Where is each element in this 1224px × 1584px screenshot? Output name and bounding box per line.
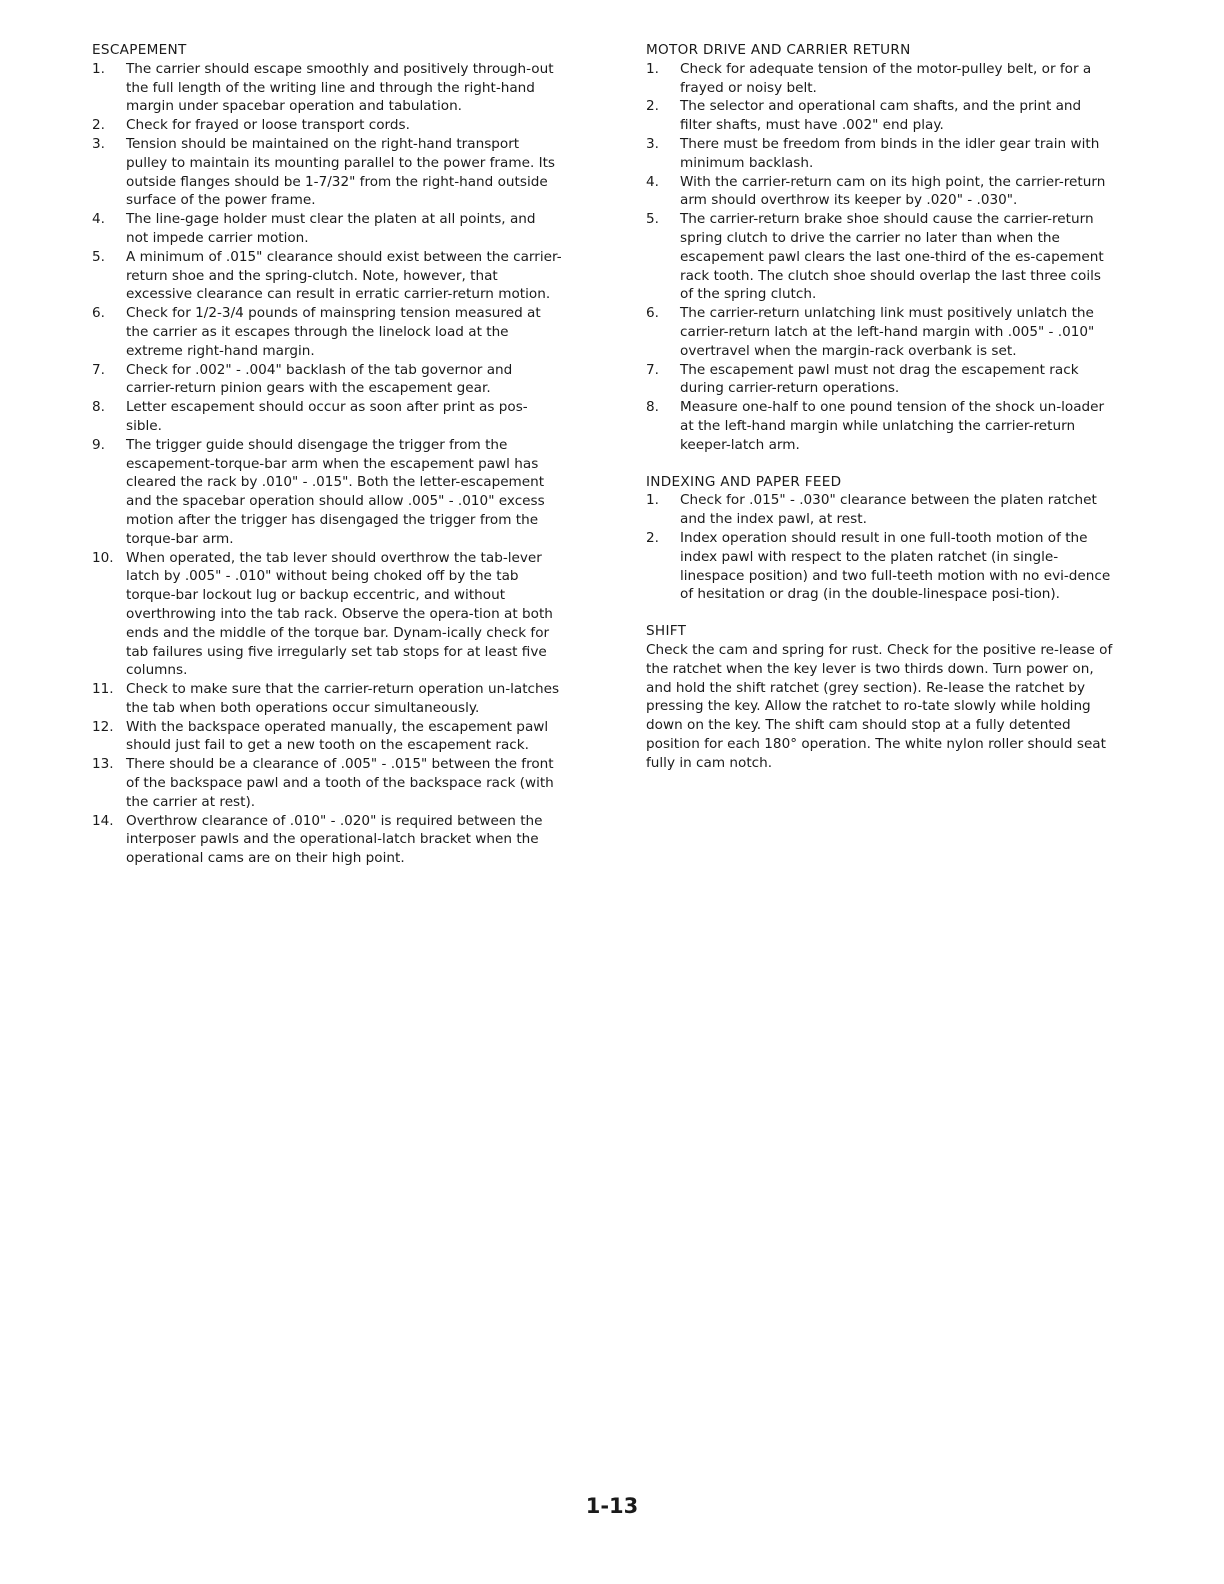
item-text: Tension should be maintained on the right-hand transport pulley to maintain its mounting parallel to the power frame. Its outside flanges should be 1-7/32" from the right-hand outside surface of the power frame. bbox=[126, 135, 556, 209]
list-item: 1. The carrier should escape smoothly and positively through-out the full length of the writing line and through the right-hand margin under spacebar operation and tabulation. bbox=[92, 60, 554, 115]
indexing-list bbox=[646, 491, 1116, 604]
item-text: Check to make sure that the carrier-return operation un-latches the tab when both operations occur simultaneously. bbox=[126, 681, 560, 716]
list-item: 3. Tension should be maintained on the right-hand transport pulley to maintain its mounting parallel to the power frame. Its outside flanges should be 1-7/32" from the right-hand outside surface of the power frame. bbox=[92, 135, 556, 209]
list-item: 2. Index operation should result in one full-tooth motion of the index pawl with respect to the platen ratchet (in single-linespace position) and two full-teeth motion with no evi-dence of hesitation or drag (in the double-linespace posi-tion). bbox=[646, 529, 1111, 603]
item-text: The carrier-return unlatching link must positively unlatch the carrier-return latch at the left-hand margin with .005" - .010" overtravel when the margin-rack overbank is set. bbox=[680, 305, 1095, 359]
list-item: 12. With the backspace operated manually, the escapement pawl should just fail to get a new tooth on the escapement rack. bbox=[92, 718, 549, 754]
list-item: 9. The trigger guide should disengage the trigger from the escapement-torque-bar arm when the escapement pawl has cleared the rack by .010" - .015". Both the letter-escapement and the spacebar operation should allow .005" - .010" excess motion after the trigger has disengaged the trigger from the torque-bar arm. bbox=[92, 436, 545, 547]
section-gap bbox=[646, 604, 1116, 622]
list-item: 13. There should be a clearance of .005" - .015" between the front of the backspace pawl and a tooth of the backspace rack (with the carrier at rest). bbox=[92, 756, 554, 810]
shift-paragraph: Check the cam and spring for rust. Check for the positive re-lease of the ratchet when the key lever is two thirds down. Turn power on, and hold the shift ratchet (grey section). Re-lease the ratchet by pressing the key. Allow the ratchet to ro-tate slowly while holding down on the key. The shift cam should stop at a fully detented position for each 180° operation. The white nylon roller should seat fully in cam notch. bbox=[646, 641, 1113, 771]
item-text: The selector and operational cam shafts, and the print and filter shafts, must have .002" end play. bbox=[680, 98, 1082, 134]
item-text: Letter escapement should occur as soon after print as pos-sible. bbox=[126, 399, 528, 434]
list-item: 14. Overthrow clearance of .010" - .020" is required between the interposer pawls and the operational-latch bracket when the operational cams are on their high point. bbox=[92, 812, 543, 867]
list-item: 6. Check for 1/2-3/4 pounds of mainspring tension measured at the carrier as it escapes through the linelock load at the extreme right-hand margin. bbox=[92, 305, 541, 359]
item-text: Measure one-half to one pound tension of the shock un-loader at the left-hand margin while unlatching the carrier-return keeper-latch arm. bbox=[680, 399, 1105, 453]
list-item: 2. The selector and operational cam shafts, and the print and filter shafts, must have .002" end play. bbox=[646, 98, 1082, 134]
list-item: 10. When operated, the tab lever should overthrow the tab-lever latch by .005" - .010" without being choked off by the tab torque-bar lockout lug or backup eccentric, and without overthrowing into the tab rack. Observe the opera-tion at both ends and the middle of the torque bar. Dynam-ically check for tab failures using five irregularly set tab stops for at least five columns. bbox=[92, 549, 553, 679]
item-text: Check for .015" - .030" clearance between the platen ratchet and the index pawl, at rest. bbox=[680, 492, 1097, 528]
item-text: A minimum of .015" clearance should exist between the carrier-return shoe and the spring-clutch. Note, however, that excessive clearance can result in erratic carrier-return motion. bbox=[126, 248, 562, 303]
motor-drive-list bbox=[646, 60, 1116, 455]
item-text: The line-gage holder must clear the platen at all points, and not impede carrier motion. bbox=[126, 211, 536, 246]
list-item: 11. Check to make sure that the carrier-return operation un-latches the tab when both operations occur simultaneously. bbox=[92, 681, 560, 716]
item-text: Check for adequate tension of the motor-pulley belt, or for a frayed or noisy belt. bbox=[680, 60, 1092, 96]
list-item: 8. Measure one-half to one pound tension of the shock un-loader at the left-hand margin while unlatching the carrier-return keeper-latch arm. bbox=[646, 399, 1105, 453]
escapement-heading: ESCAPEMENT bbox=[92, 42, 187, 58]
list-item: 2. Check for frayed or loose transport cords. bbox=[92, 117, 410, 134]
list-item: 5. A minimum of .015" clearance should exist between the carrier-return shoe and the spring-clutch. Note, however, that excessive clearance can result in erratic carrier-return motion. bbox=[92, 248, 562, 303]
item-text: There should be a clearance of .005" - .015" between the front of the backspace pawl and a tooth of the backspace rack (with the carrier at rest). bbox=[126, 756, 554, 810]
item-text: Check for frayed or loose transport cords. bbox=[126, 117, 410, 134]
list-item: 1. Check for adequate tension of the motor-pulley belt, or for a frayed or noisy belt. bbox=[646, 60, 1092, 96]
item-text: Check for .002" - .004" backlash of the tab governor and carrier-return pinion gears with the escapement gear. bbox=[126, 361, 513, 397]
item-text: There must be freedom from binds in the idler gear train with minimum backlash. bbox=[680, 135, 1100, 171]
item-text: With the backspace operated manually, the escapement pawl should just fail to get a new tooth on the escapement rack. bbox=[126, 718, 549, 754]
list-item: 7. Check for .002" - .004" backlash of the tab governor and carrier-return pinion gears with the escapement gear. bbox=[92, 361, 513, 397]
list-item: 7. The escapement pawl must not drag the escapement rack during carrier-return operations. bbox=[646, 361, 1079, 397]
list-item: 8. Letter escapement should occur as soon after print as pos-sible. bbox=[92, 399, 528, 434]
item-text: When operated, the tab lever should overthrow the tab-lever latch by .005" - .010" without being choked off by the tab torque-bar lockout lug or backup eccentric, and without overthrowing into the tab rack. Observe the opera-tion at both ends and the middle of the torque bar. Dynam-ically check for tab failures using five irregularly set tab stops for at least five columns. bbox=[126, 549, 553, 679]
item-text: Check for 1/2-3/4 pounds of mainspring tension measured at the carrier as it escapes through the linelock load at the extreme right-hand margin. bbox=[126, 305, 541, 359]
page-number: 1-13 bbox=[585, 1494, 639, 1518]
list-item: 1. Check for .015" - .030" clearance between the platen ratchet and the index pawl, at rest. bbox=[646, 492, 1097, 528]
list-item: 4. The line-gage holder must clear the platen at all points, and not impede carrier motion. bbox=[92, 211, 536, 246]
item-text: The trigger guide should disengage the trigger from the escapement-torque-bar arm when the escapement pawl has cleared the rack by .010" - .015". Both the letter-escapement and the spacebar operation should allow .005" - .010" excess motion after the trigger has disengaged the trigger from the torque-bar arm. bbox=[126, 436, 545, 547]
indexing-heading: INDEXING AND PAPER FEED bbox=[646, 473, 842, 490]
list-item: 5. The carrier-return brake shoe should cause the carrier-return spring clutch to drive the carrier no later than when the escapement pawl clears the last one-third of the es-capement rack tooth. The clutch shoe should overlap the last three coils of the spring clutch. bbox=[646, 211, 1104, 303]
item-text: Overthrow clearance of .010" - .020" is required between the interposer pawls and the operational-latch bracket when the operational cams are on their high point. bbox=[126, 812, 543, 867]
item-text: Index operation should result in one full-tooth motion of the index pawl with respect to the platen ratchet (in single-linespace position) and two full-teeth motion with no evi-dence of hesitation or drag (in the double-linespace posi-tion). bbox=[680, 529, 1111, 603]
left-column bbox=[92, 41, 562, 868]
item-text: The carrier-return brake shoe should cause the carrier-return spring clutch to drive the carrier no later than when the escapement pawl clears the last one-third of the es-capement rack tooth. The clutch shoe should overlap the last three coils of the spring clutch. bbox=[680, 211, 1104, 303]
item-text: The carrier should escape smoothly and positively through-out the full length of the writing line and through the right-hand margin under spacebar operation and tabulation. bbox=[126, 60, 554, 115]
escapement-list bbox=[92, 60, 562, 868]
list-item: 4. With the carrier-return cam on its high point, the carrier-return arm should overthrow its keeper by .020" - .030". bbox=[646, 173, 1106, 209]
list-item: 3. There must be freedom from binds in the idler gear train with minimum backlash. bbox=[646, 135, 1100, 171]
motor-drive-heading: MOTOR DRIVE AND CARRIER RETURN bbox=[646, 42, 911, 58]
shift-heading: SHIFT bbox=[646, 623, 687, 640]
list-item: 6. The carrier-return unlatching link must positively unlatch the carrier-return latch at the left-hand margin with .005" - .010" overtravel when the margin-rack overbank is set. bbox=[646, 305, 1095, 359]
item-text: The escapement pawl must not drag the escapement rack during carrier-return operations. bbox=[680, 361, 1079, 397]
section-gap bbox=[646, 455, 1116, 473]
right-column bbox=[646, 41, 1116, 772]
item-text: With the carrier-return cam on its high point, the carrier-return arm should overthrow its keeper by .020" - .030". bbox=[680, 173, 1106, 209]
